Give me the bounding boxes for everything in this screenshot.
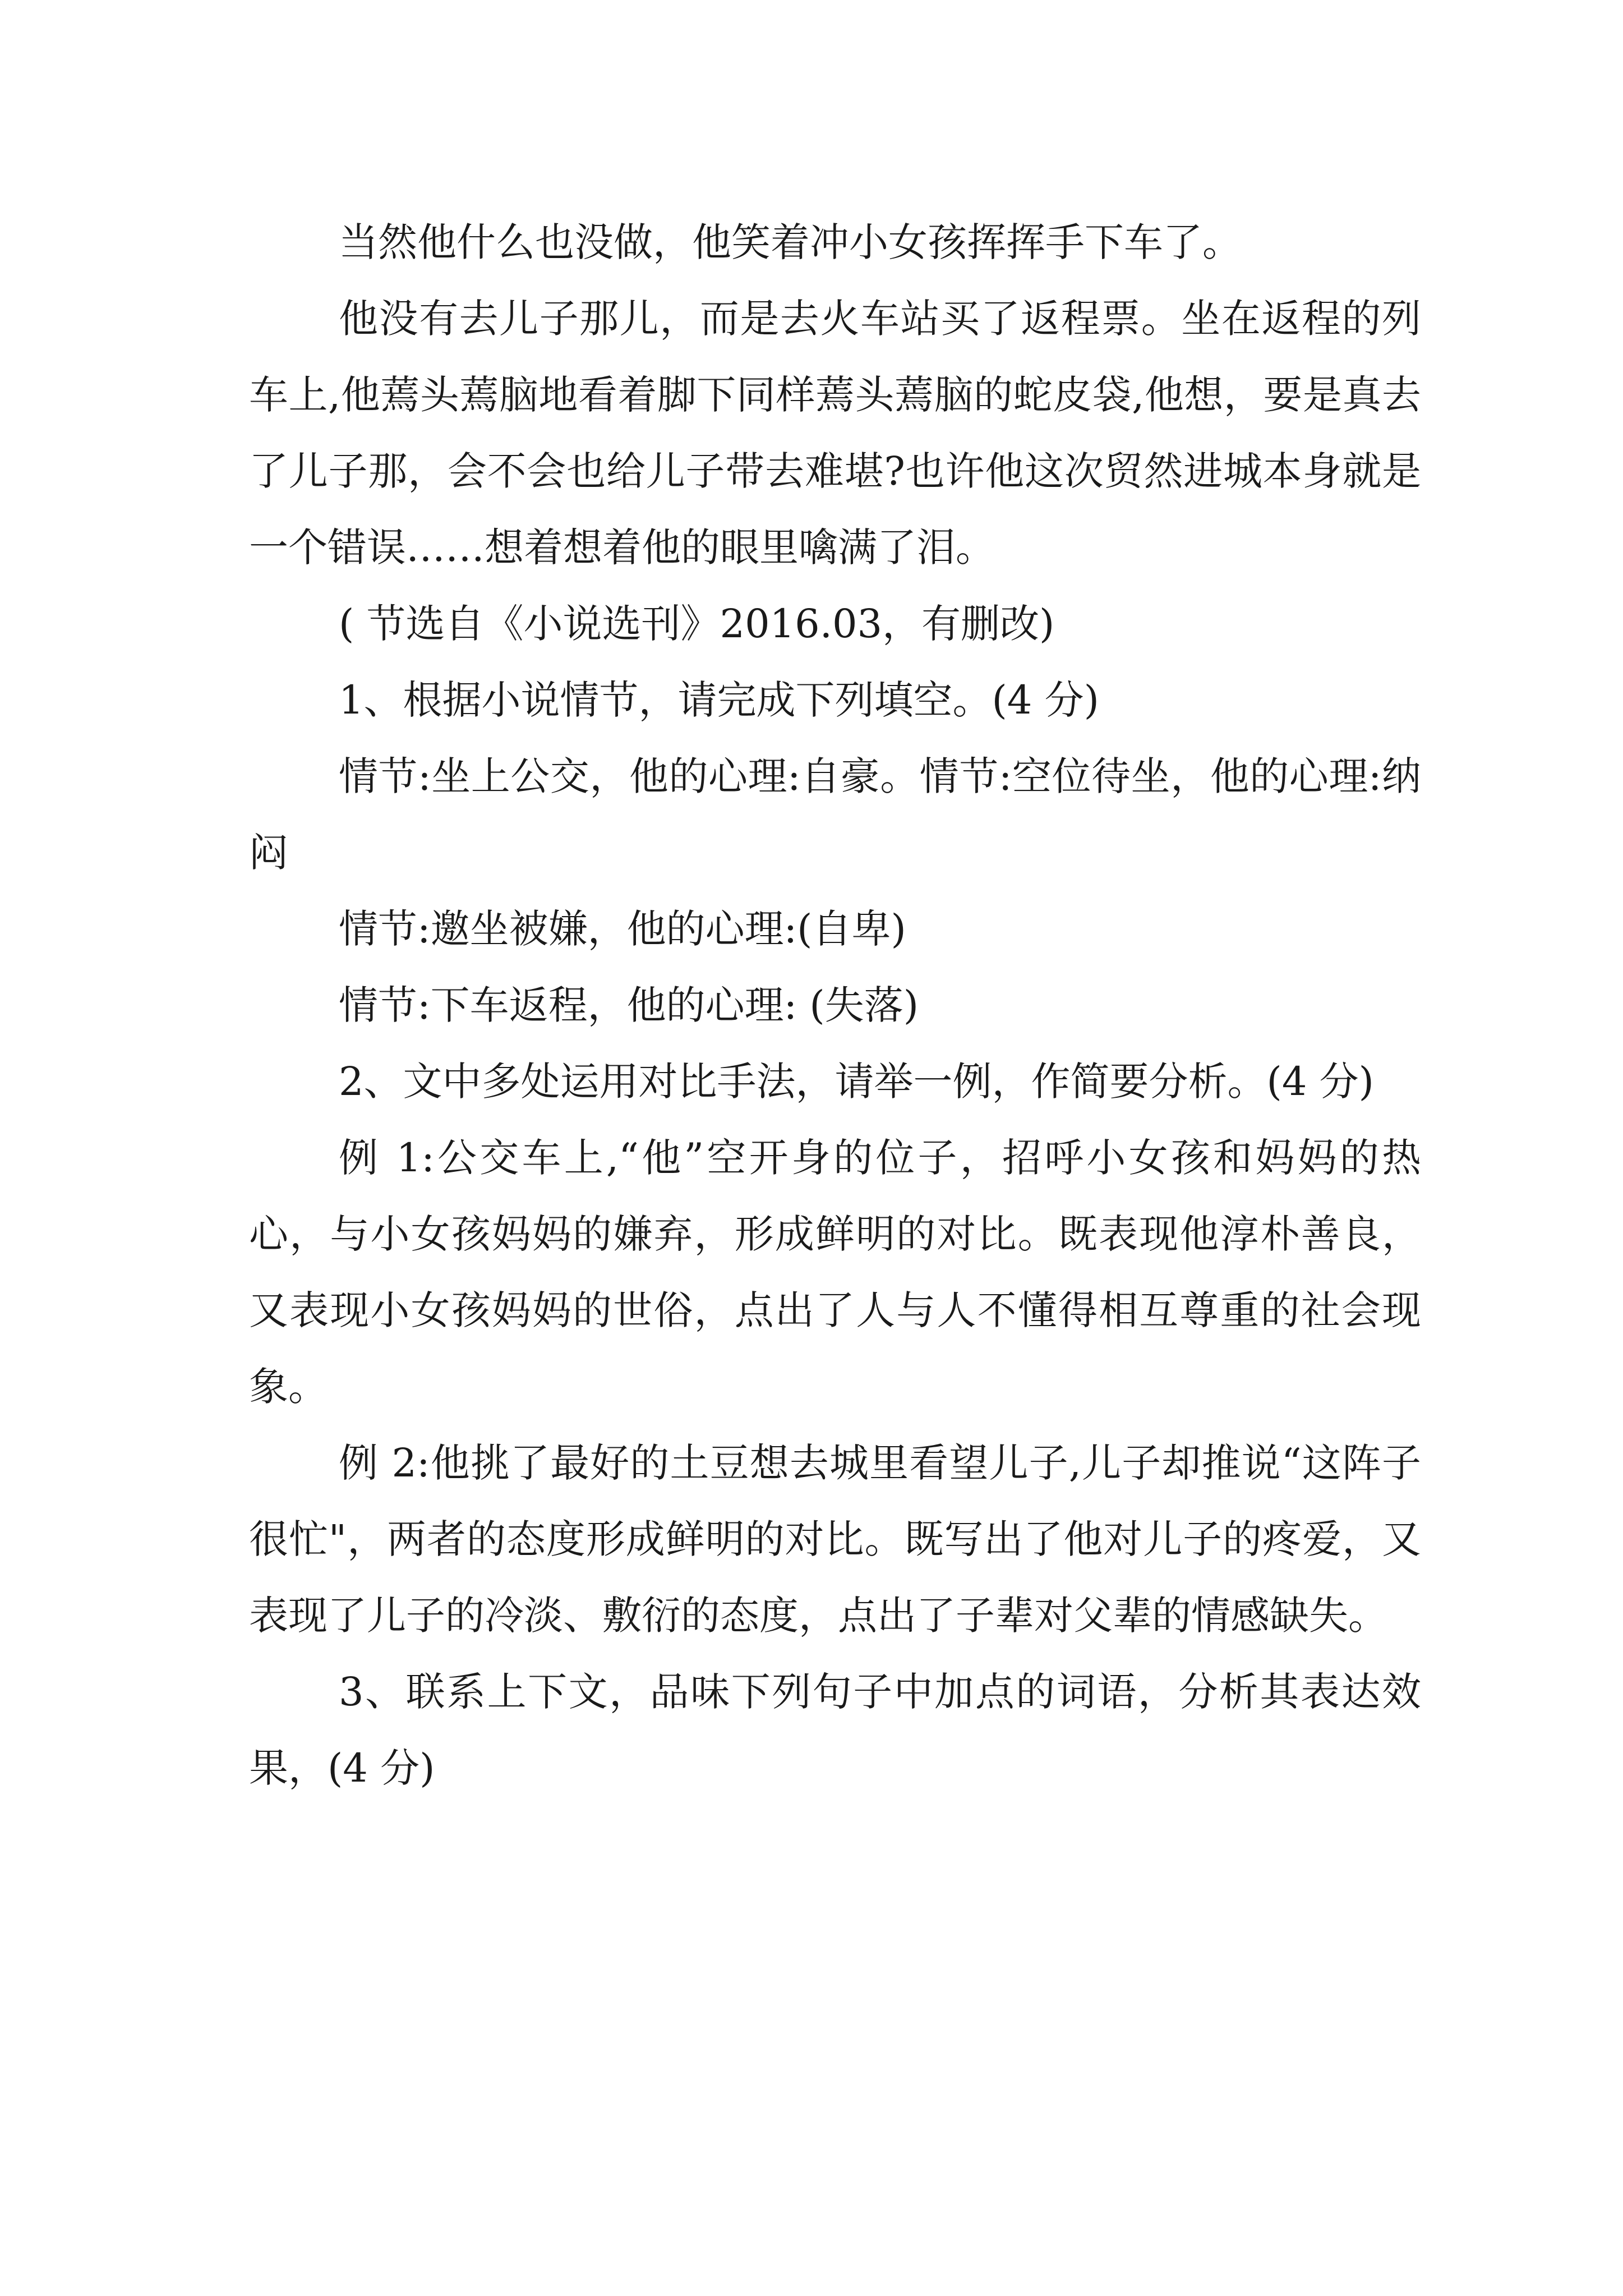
answer-2-example-1: 例 1:公交车上,“他”空开身的位子，招呼小女孩和妈妈的热心，与小女孩妈妈的嫌弃，形成鲜明的对比。既表现他淳朴善良，又表现小女孩妈妈的世俗，点出了人与人不懂得相互尊重的社会现象。 xyxy=(249,1135,1421,1410)
paragraph-ending: 当然他什么也没做，他笑着冲小女孩挥挥手下车了。 xyxy=(339,219,1242,265)
question-2: 2、文中多处运用对比手法，请举一例，作简要分析。(4 分) xyxy=(339,1059,1374,1105)
answer-1-line-1: 情节:坐上公交，他的心理:自豪。情节:空位待坐，他的心理:纳闷 xyxy=(249,753,1421,876)
question-3: 3、联系上下文，品味下列句子中加点的词语，分析其表达效果，(4 分) xyxy=(249,1669,1421,1791)
answer-1-line-2: 情节:邀坐被嫌，他的心理:(自卑) xyxy=(339,906,906,952)
source-note: ( 节选自《小说选刊》2016.03，有删改) xyxy=(339,601,1055,647)
document-body xyxy=(249,204,1421,1806)
answer-1-line-3: 情节:下车返程，他的心理: (失落) xyxy=(339,982,919,1028)
paragraph-return-trip: 他没有去儿子那儿，而是去火车站买了返程票。坐在返程的列车上,他蔫头蔫脑地看着脚下同样蔫头蔫脑的蛇皮袋,他想，要是真去了儿子那，会不会也给儿子带去难堪?也许他这次贸然进城本身就是一个错误……想着想着他的眼里噙满了泪。 xyxy=(249,296,1421,570)
question-1: 1、根据小说情节，请完成下列填空。(4 分) xyxy=(339,677,1099,723)
answer-2-example-2: 例 2:他挑了最好的土豆想去城里看望儿子,儿子却推说“这阵子很忙"，两者的态度形成鲜明的对比。既写出了他对儿子的疼爱，又表现了儿子的冷淡、敷衍的态度，点出了子辈对父辈的情感缺失。 xyxy=(249,1440,1421,1639)
